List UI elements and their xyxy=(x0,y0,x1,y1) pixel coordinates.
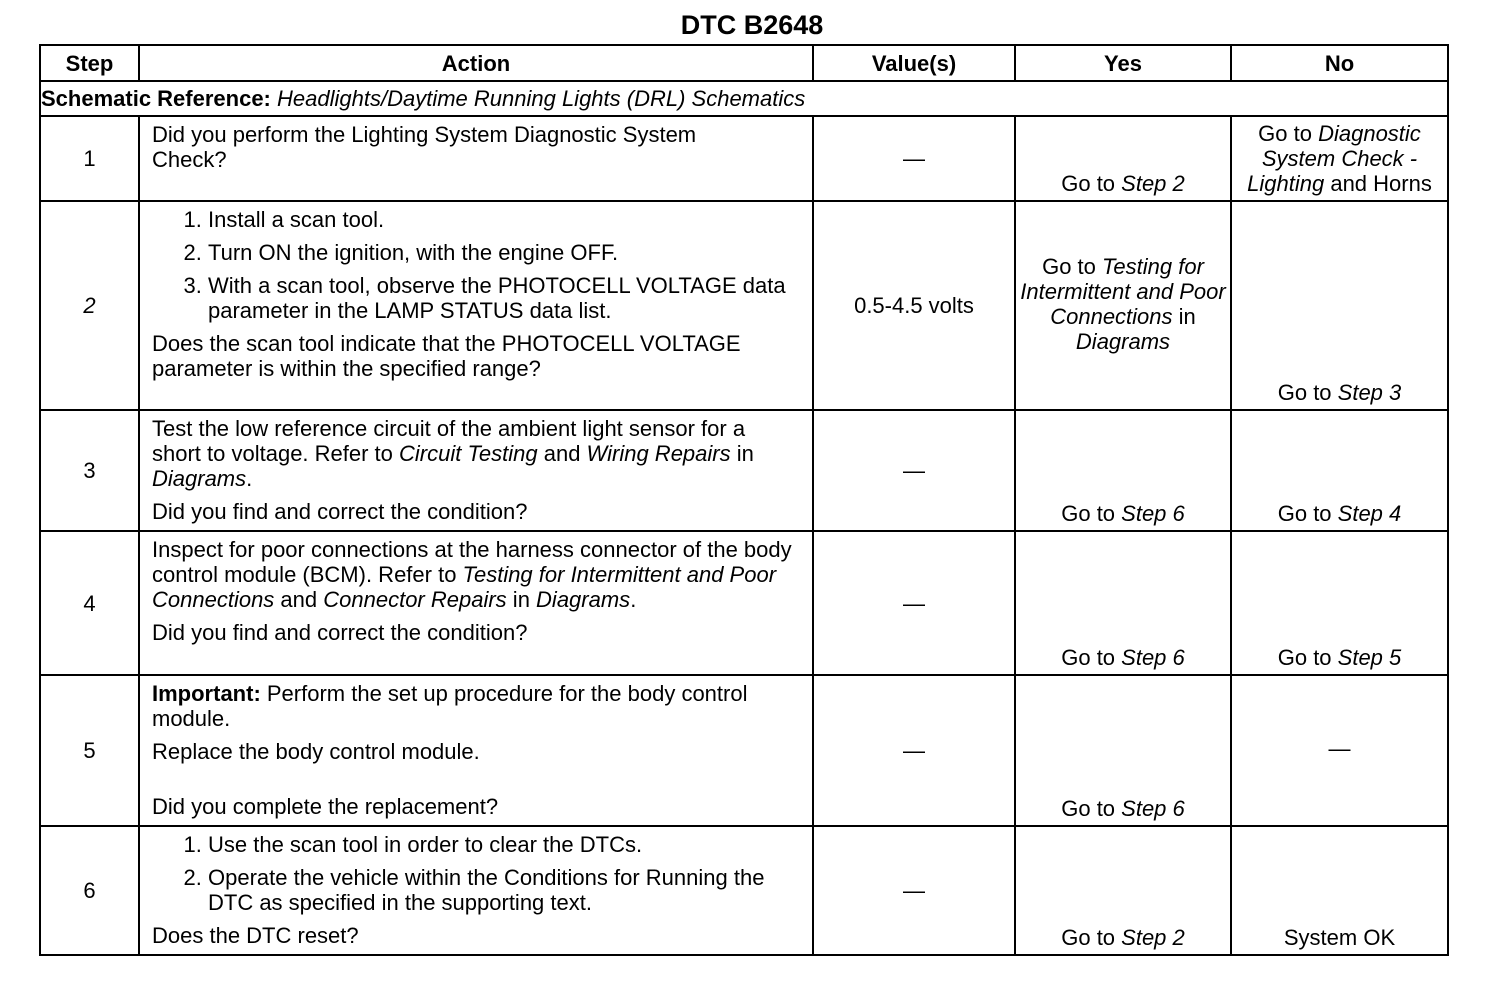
list-item: 3. With a scan tool, observe the PHOTOCELL VOLTAGE data parameter in the LAMP STATUS data list. xyxy=(208,273,800,323)
action-text: Replace the body control module. xyxy=(152,739,480,764)
step-action xyxy=(139,201,813,410)
step-value: — xyxy=(813,675,1015,826)
step-yes: Go to Step 6 xyxy=(1015,675,1231,826)
action-important: Important: Perform the set up procedure for the body control module. xyxy=(152,681,748,731)
step-action xyxy=(139,410,813,531)
schematic-reference xyxy=(40,81,1448,116)
schematic-ref-text: Headlights/Daytime Running Lights (DRL) Schematics xyxy=(277,86,806,111)
step-no: Go to Step 4 xyxy=(1231,410,1448,531)
step-action xyxy=(139,531,813,675)
action-text: Did you perform the Lighting System Diagnostic System Check? xyxy=(152,122,697,172)
action-text: Inspect for poor connections at the harness connector of the body control module (BCM). Refer to Testing for Intermittent and Poor Connections and Connector Repairs in Diagrams. xyxy=(152,537,792,612)
table-row xyxy=(40,201,1448,410)
schematic-ref-label: Schematic Reference: xyxy=(41,86,271,111)
step-action xyxy=(139,675,813,826)
step-action xyxy=(139,116,813,201)
step-value: — xyxy=(813,410,1015,531)
table-row xyxy=(40,675,1448,826)
step-yes: Go to Step 2 xyxy=(1015,826,1231,955)
action-question: Does the DTC reset? xyxy=(152,923,359,948)
step-no: — xyxy=(1231,675,1448,826)
action-question: Does the scan tool indicate that the PHOTOCELL VOLTAGE parameter is within the specified range? xyxy=(152,331,741,381)
dtc-table xyxy=(39,44,1449,956)
action-question: Did you complete the replacement? xyxy=(152,794,499,819)
step-yes: Go to Step 6 xyxy=(1015,531,1231,675)
step-yes: Go to Step 2 xyxy=(1015,116,1231,201)
table-row xyxy=(40,410,1448,531)
table-row xyxy=(40,826,1448,955)
header-step: Step xyxy=(40,45,139,81)
action-text: Test the low reference circuit of the ambient light sensor for a short to voltage. Refer to Circuit Testing and Wiring Repairs in Diagrams. xyxy=(152,416,754,491)
list-item: 1. Install a scan tool. xyxy=(208,207,800,232)
step-no: System OK xyxy=(1231,826,1448,955)
step-yes: Go to Step 6 xyxy=(1015,410,1231,531)
action-list xyxy=(152,832,800,915)
step-number: 2 xyxy=(40,201,139,410)
table-row xyxy=(40,116,1448,201)
header-yes: Yes xyxy=(1015,45,1231,81)
step-no: Go to Diagnostic System Check - Lighting and Horns xyxy=(1231,116,1448,201)
step-yes: Go to Testing for Intermittent and Poor Connections in Diagrams xyxy=(1015,201,1231,410)
step-number: 3 xyxy=(40,410,139,531)
step-number: 1 xyxy=(40,116,139,201)
schematic-reference-row xyxy=(40,81,1448,116)
action-list xyxy=(152,207,800,323)
list-item: 2. Turn ON the ignition, with the engine OFF. xyxy=(208,240,800,265)
step-value: 0.5-4.5 volts xyxy=(813,201,1015,410)
step-no: Go to Step 5 xyxy=(1231,531,1448,675)
step-number: 4 xyxy=(40,531,139,675)
action-question: Did you find and correct the condition? xyxy=(152,620,528,645)
step-action xyxy=(139,826,813,955)
action-question: Did you find and correct the condition? xyxy=(152,499,528,524)
header-values: Value(s) xyxy=(813,45,1015,81)
header-action: Action xyxy=(139,45,813,81)
step-value: — xyxy=(813,531,1015,675)
step-no: Go to Step 3 xyxy=(1231,201,1448,410)
page-title: DTC B2648 xyxy=(680,10,824,40)
header-no: No xyxy=(1231,45,1448,81)
list-item: 2. Operate the vehicle within the Conditions for Running the DTC as specified in the supporting text. xyxy=(208,865,800,915)
table-row xyxy=(40,531,1448,675)
step-number: 6 xyxy=(40,826,139,955)
list-item: 1. Use the scan tool in order to clear the DTCs. xyxy=(208,832,800,857)
step-number: 5 xyxy=(40,675,139,826)
header-row xyxy=(40,45,1448,81)
step-value: — xyxy=(813,116,1015,201)
step-value: — xyxy=(813,826,1015,955)
